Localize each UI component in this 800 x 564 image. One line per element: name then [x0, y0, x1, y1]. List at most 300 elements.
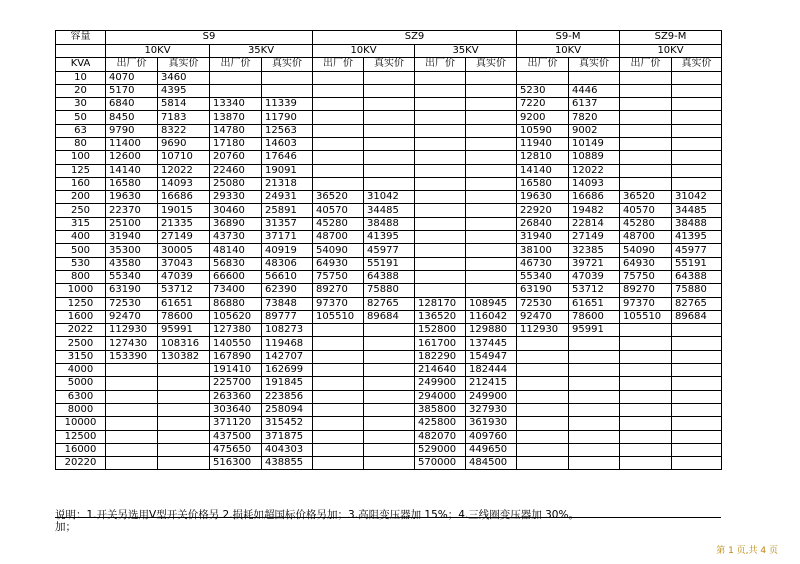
price-cell: 22370 — [106, 204, 158, 217]
price-cell — [620, 177, 672, 190]
price-cell: 54090 — [620, 244, 672, 257]
price-cell: 55191 — [672, 257, 722, 270]
price-cell: 449650 — [466, 443, 517, 456]
price-cell: 73848 — [262, 297, 313, 310]
price-cell: 112930 — [517, 324, 569, 337]
price-cell — [517, 430, 569, 443]
price-cell: 82765 — [364, 297, 415, 310]
price-cell — [517, 417, 569, 430]
table-row — [56, 297, 722, 310]
table-row — [56, 337, 722, 350]
price-cell: 22920 — [517, 204, 569, 217]
price-cell: 95991 — [158, 324, 210, 337]
price-cell — [466, 191, 517, 204]
price-cell: 12022 — [158, 164, 210, 177]
price-cell: 128170 — [415, 297, 466, 310]
voltage-header: 10KV — [106, 44, 210, 58]
price-cell — [466, 231, 517, 244]
price-cell — [364, 377, 415, 390]
price-cell — [313, 151, 364, 164]
price-cell — [106, 417, 158, 430]
price-cell: 19015 — [158, 204, 210, 217]
price-cell: 37171 — [262, 231, 313, 244]
kva-cell: 125 — [56, 164, 106, 177]
price-cell: 97370 — [620, 297, 672, 310]
price-type-header: 真实价 — [158, 58, 210, 72]
kva-cell: 20 — [56, 84, 106, 97]
price-cell — [415, 270, 466, 283]
price-cell: 31940 — [106, 231, 158, 244]
price-cell: 12563 — [262, 124, 313, 137]
price-cell: 484500 — [466, 457, 517, 470]
price-cell: 315452 — [262, 417, 313, 430]
price-cell — [517, 443, 569, 456]
price-cell: 11790 — [262, 111, 313, 124]
price-cell — [415, 71, 466, 84]
price-cell: 17646 — [262, 151, 313, 164]
price-cell: 108273 — [262, 324, 313, 337]
price-cell — [415, 191, 466, 204]
group-header-sz9: SZ9 — [313, 31, 517, 45]
price-cell: 137445 — [466, 337, 517, 350]
price-cell: 7183 — [158, 111, 210, 124]
price-cell: 72530 — [517, 297, 569, 310]
price-cell — [364, 337, 415, 350]
price-cell: 30460 — [210, 204, 262, 217]
price-cell — [313, 443, 364, 456]
capacity-header: 容量 — [56, 31, 106, 45]
price-cell: 4395 — [158, 84, 210, 97]
price-cell — [466, 151, 517, 164]
price-cell — [620, 457, 672, 470]
price-cell: 63190 — [517, 284, 569, 297]
price-cell — [106, 443, 158, 456]
price-cell — [620, 443, 672, 456]
kva-cell: 10 — [56, 71, 106, 84]
price-cell: 95991 — [569, 324, 620, 337]
kva-cell: 30 — [56, 98, 106, 111]
price-cell — [106, 364, 158, 377]
price-cell: 127380 — [210, 324, 262, 337]
price-cell: 75880 — [672, 284, 722, 297]
price-type-header: 出厂价 — [210, 58, 262, 72]
kva-cell: 16000 — [56, 443, 106, 456]
price-cell: 11940 — [517, 137, 569, 150]
price-cell — [262, 84, 313, 97]
price-cell — [364, 137, 415, 150]
price-cell: 63190 — [106, 284, 158, 297]
price-cell — [466, 98, 517, 111]
kva-cell: 6300 — [56, 390, 106, 403]
price-cell: 31940 — [517, 231, 569, 244]
price-cell — [210, 71, 262, 84]
price-cell — [364, 177, 415, 190]
price-cell: 371875 — [262, 430, 313, 443]
price-cell — [517, 350, 569, 363]
price-cell — [313, 124, 364, 137]
price-cell: 12022 — [569, 164, 620, 177]
price-cell: 38488 — [672, 217, 722, 230]
price-cell: 249900 — [415, 377, 466, 390]
price-cell: 437500 — [210, 430, 262, 443]
kva-header: KVA — [56, 58, 106, 72]
table-row — [56, 204, 722, 217]
price-cell: 78600 — [569, 310, 620, 323]
price-cell — [106, 430, 158, 443]
price-cell — [466, 137, 517, 150]
price-cell: 8450 — [106, 111, 158, 124]
table-body — [56, 31, 722, 470]
price-cell: 78600 — [158, 310, 210, 323]
voltage-header: 10KV — [313, 44, 415, 58]
price-cell: 13340 — [210, 98, 262, 111]
price-cell: 19630 — [517, 191, 569, 204]
price-cell: 409760 — [466, 430, 517, 443]
table-row — [56, 164, 722, 177]
price-cell — [364, 71, 415, 84]
price-cell: 570000 — [415, 457, 466, 470]
price-cell: 34485 — [364, 204, 415, 217]
price-cell: 25080 — [210, 177, 262, 190]
price-cell — [672, 403, 722, 416]
price-cell: 361930 — [466, 417, 517, 430]
price-cell: 16580 — [106, 177, 158, 190]
table-row — [56, 244, 722, 257]
price-cell: 89777 — [262, 310, 313, 323]
price-cell — [620, 111, 672, 124]
table-row — [56, 177, 722, 190]
price-cell: 14140 — [517, 164, 569, 177]
table-row — [56, 270, 722, 283]
price-cell: 116042 — [466, 310, 517, 323]
price-cell — [158, 390, 210, 403]
price-cell: 119468 — [262, 337, 313, 350]
voltage-header: 10KV — [620, 44, 722, 58]
price-cell: 45280 — [620, 217, 672, 230]
price-cell — [158, 443, 210, 456]
price-cell: 48700 — [313, 231, 364, 244]
price-cell — [415, 137, 466, 150]
price-cell — [210, 84, 262, 97]
price-cell: 191845 — [262, 377, 313, 390]
kva-cell: 63 — [56, 124, 106, 137]
price-cell — [466, 71, 517, 84]
price-type-header: 出厂价 — [106, 58, 158, 72]
kva-cell: 315 — [56, 217, 106, 230]
table-row — [56, 430, 722, 443]
price-cell: 41395 — [364, 231, 415, 244]
price-cell — [620, 98, 672, 111]
price-cell — [415, 244, 466, 257]
price-cell — [517, 337, 569, 350]
price-cell: 66600 — [210, 270, 262, 283]
price-cell — [672, 124, 722, 137]
price-cell: 5230 — [517, 84, 569, 97]
kva-cell: 50 — [56, 111, 106, 124]
table-row — [56, 124, 722, 137]
price-cell — [364, 164, 415, 177]
price-cell: 162699 — [262, 364, 313, 377]
price-cell: 64388 — [672, 270, 722, 283]
price-type-header: 出厂价 — [620, 58, 672, 72]
price-cell: 55340 — [106, 270, 158, 283]
kva-cell: 500 — [56, 244, 106, 257]
price-cell: 9200 — [517, 111, 569, 124]
price-cell — [620, 151, 672, 164]
price-cell: 89684 — [364, 310, 415, 323]
page-number: 第 1 页,共 4 页 — [716, 546, 778, 556]
price-cell — [364, 364, 415, 377]
price-cell — [620, 377, 672, 390]
price-cell: 5814 — [158, 98, 210, 111]
price-cell: 19482 — [569, 204, 620, 217]
price-cell — [569, 430, 620, 443]
price-cell: 45977 — [672, 244, 722, 257]
price-cell: 40919 — [262, 244, 313, 257]
table-row — [56, 98, 722, 111]
price-cell: 38100 — [517, 244, 569, 257]
price-cell: 86880 — [210, 297, 262, 310]
price-cell — [415, 151, 466, 164]
price-cell: 61651 — [158, 297, 210, 310]
price-cell — [158, 364, 210, 377]
price-type-header: 真实价 — [569, 58, 620, 72]
price-cell — [569, 443, 620, 456]
price-cell: 6137 — [569, 98, 620, 111]
price-table — [55, 30, 722, 470]
price-type-header: 出厂价 — [415, 58, 466, 72]
price-cell — [569, 377, 620, 390]
price-cell: 438855 — [262, 457, 313, 470]
price-cell — [620, 124, 672, 137]
price-cell: 9790 — [106, 124, 158, 137]
price-cell: 327930 — [466, 403, 517, 416]
kva-cell: 800 — [56, 270, 106, 283]
price-cell: 16686 — [158, 191, 210, 204]
price-cell — [313, 71, 364, 84]
price-cell: 153390 — [106, 350, 158, 363]
price-cell: 225700 — [210, 377, 262, 390]
price-type-header: 真实价 — [364, 58, 415, 72]
price-cell — [517, 71, 569, 84]
price-cell: 39721 — [569, 257, 620, 270]
price-cell: 36890 — [210, 217, 262, 230]
header-row-voltages — [56, 44, 722, 58]
price-cell — [313, 417, 364, 430]
kva-cell: 2022 — [56, 324, 106, 337]
table-row — [56, 350, 722, 363]
price-cell: 19630 — [106, 191, 158, 204]
kva-cell: 250 — [56, 204, 106, 217]
kva-cell: 400 — [56, 231, 106, 244]
price-cell — [415, 177, 466, 190]
price-cell: 7220 — [517, 98, 569, 111]
table-row — [56, 417, 722, 430]
price-cell: 371120 — [210, 417, 262, 430]
price-cell — [672, 98, 722, 111]
price-cell — [313, 324, 364, 337]
price-cell: 404303 — [262, 443, 313, 456]
price-cell: 4446 — [569, 84, 620, 97]
price-cell: 54090 — [313, 244, 364, 257]
table-row — [56, 377, 722, 390]
price-cell: 140550 — [210, 337, 262, 350]
price-cell: 56830 — [210, 257, 262, 270]
price-cell — [620, 390, 672, 403]
price-cell: 10149 — [569, 137, 620, 150]
price-cell: 43730 — [210, 231, 262, 244]
price-cell — [415, 217, 466, 230]
price-cell — [517, 457, 569, 470]
table-row — [56, 324, 722, 337]
blank-header-cell — [56, 44, 106, 58]
price-cell — [672, 111, 722, 124]
table-row — [56, 231, 722, 244]
price-cell: 30005 — [158, 244, 210, 257]
price-cell — [364, 84, 415, 97]
price-cell: 108945 — [466, 297, 517, 310]
price-cell: 22814 — [569, 217, 620, 230]
price-cell: 47039 — [158, 270, 210, 283]
kva-cell: 1000 — [56, 284, 106, 297]
price-cell: 55340 — [517, 270, 569, 283]
price-cell — [466, 217, 517, 230]
price-cell — [364, 111, 415, 124]
price-cell: 249900 — [466, 390, 517, 403]
price-cell — [364, 324, 415, 337]
price-cell — [364, 403, 415, 416]
price-cell — [313, 403, 364, 416]
price-cell — [466, 244, 517, 257]
kva-cell: 1250 — [56, 297, 106, 310]
price-cell: 182290 — [415, 350, 466, 363]
price-cell: 482070 — [415, 430, 466, 443]
price-cell — [466, 177, 517, 190]
price-cell: 75750 — [620, 270, 672, 283]
price-cell: 4070 — [106, 71, 158, 84]
price-cell: 75750 — [313, 270, 364, 283]
price-cell — [620, 350, 672, 363]
price-cell: 16580 — [517, 177, 569, 190]
price-cell: 92470 — [106, 310, 158, 323]
price-cell — [466, 257, 517, 270]
price-cell — [517, 364, 569, 377]
price-cell — [620, 337, 672, 350]
table-row — [56, 217, 722, 230]
price-cell — [313, 430, 364, 443]
price-cell — [517, 390, 569, 403]
voltage-header: 35KV — [415, 44, 517, 58]
price-cell: 5170 — [106, 84, 158, 97]
price-cell — [313, 98, 364, 111]
price-cell: 53712 — [158, 284, 210, 297]
price-type-header: 真实价 — [466, 58, 517, 72]
price-cell — [569, 457, 620, 470]
price-cell: 11400 — [106, 137, 158, 150]
price-cell — [106, 457, 158, 470]
price-cell: 529000 — [415, 443, 466, 456]
price-cell — [415, 84, 466, 97]
price-cell — [158, 377, 210, 390]
price-cell — [415, 164, 466, 177]
price-cell — [569, 350, 620, 363]
price-cell — [415, 231, 466, 244]
price-cell: 303640 — [210, 403, 262, 416]
price-cell: 72530 — [106, 297, 158, 310]
price-type-header: 真实价 — [672, 58, 722, 72]
price-cell: 14780 — [210, 124, 262, 137]
price-cell: 161700 — [415, 337, 466, 350]
table-row — [56, 137, 722, 150]
price-cell: 11339 — [262, 98, 313, 111]
price-cell: 425800 — [415, 417, 466, 430]
price-cell: 9002 — [569, 124, 620, 137]
price-cell — [620, 164, 672, 177]
price-cell: 108316 — [158, 337, 210, 350]
price-cell: 127430 — [106, 337, 158, 350]
price-cell — [415, 204, 466, 217]
price-cell — [415, 111, 466, 124]
price-cell: 56610 — [262, 270, 313, 283]
price-cell: 9690 — [158, 137, 210, 150]
price-cell: 36520 — [620, 191, 672, 204]
price-cell: 48700 — [620, 231, 672, 244]
price-cell — [364, 151, 415, 164]
table-row — [56, 191, 722, 204]
price-cell — [672, 417, 722, 430]
price-cell — [364, 350, 415, 363]
price-cell — [364, 124, 415, 137]
header-row-groups — [56, 31, 722, 45]
price-cell — [466, 164, 517, 177]
price-cell: 3460 — [158, 71, 210, 84]
price-cell: 64388 — [364, 270, 415, 283]
price-cell: 136520 — [415, 310, 466, 323]
price-cell: 129880 — [466, 324, 517, 337]
price-cell — [620, 324, 672, 337]
price-cell: 40570 — [620, 204, 672, 217]
table-row — [56, 364, 722, 377]
price-type-header: 出厂价 — [517, 58, 569, 72]
price-cell — [672, 430, 722, 443]
price-cell — [313, 350, 364, 363]
kva-cell: 4000 — [56, 364, 106, 377]
header-row-prices — [56, 58, 722, 72]
price-cell: 31357 — [262, 217, 313, 230]
price-cell — [313, 111, 364, 124]
price-cell: 516300 — [210, 457, 262, 470]
kva-cell: 160 — [56, 177, 106, 190]
price-cell: 14093 — [569, 177, 620, 190]
table-row — [56, 84, 722, 97]
price-cell: 35300 — [106, 244, 158, 257]
table-row — [56, 71, 722, 84]
price-cell — [620, 71, 672, 84]
voltage-header: 10KV — [517, 44, 620, 58]
price-cell: 48306 — [262, 257, 313, 270]
price-cell — [313, 137, 364, 150]
price-cell — [466, 284, 517, 297]
price-cell — [466, 204, 517, 217]
price-cell: 21335 — [158, 217, 210, 230]
price-cell: 29330 — [210, 191, 262, 204]
price-cell: 64930 — [620, 257, 672, 270]
price-cell: 45977 — [364, 244, 415, 257]
price-cell — [672, 443, 722, 456]
kva-cell: 200 — [56, 191, 106, 204]
kva-cell: 1600 — [56, 310, 106, 323]
group-header-s9: S9 — [106, 31, 313, 45]
